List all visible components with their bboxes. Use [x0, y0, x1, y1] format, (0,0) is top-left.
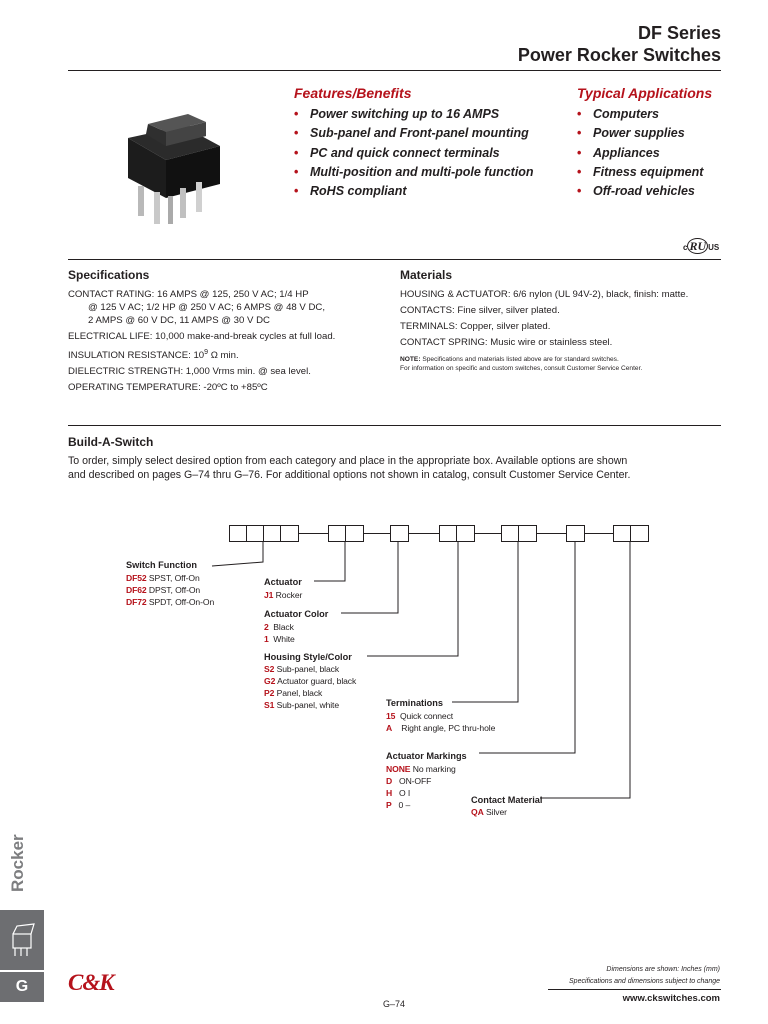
option-item: G2 Actuator guard, black	[264, 676, 357, 686]
specifications-body: CONTACT RATING: 16 AMPS @ 125, 250 V AC; 1/4 HP @ 125 V AC; 1/2 HP @ 250 V AC; 6 AMPS @ 48 V DC, 2 AMPS @ 60 V DC, 11 AMPS @ 30 V DC ELECTRICAL LIFE: 10,000 make-and-break cycles at full load. INSULATION RESISTANCE: $10^9$ Ω min. DIELECTRIC STRENGTH: 1,000 Vrms min. @ sea level. OPERATING TEMPERATURE: -20ºC to +85ºC	[68, 289, 336, 394]
actuator-label: Actuator	[264, 577, 302, 587]
feature-item: • Multi-position and multi-pole function	[294, 164, 534, 179]
housing-style-label: Housing Style/Color	[264, 652, 352, 662]
option-item: DF72 SPDT, Off-On-On	[126, 597, 215, 607]
footer-rule	[548, 989, 721, 990]
feature-item: • Sub-panel and Front-panel mounting	[294, 126, 529, 141]
rocker-switch-icon	[0, 910, 44, 970]
terminations-label: Terminations	[386, 698, 444, 708]
option-item: 2 Black	[264, 622, 294, 632]
switch-function-label: Switch Function	[126, 560, 197, 570]
application-item: • Off-road vehicles	[577, 184, 695, 199]
option-item: S2 Sub-panel, black	[264, 664, 340, 674]
actuator-color-label: Actuator Color	[264, 609, 329, 619]
option-item: DF62 DPST, Off-On	[126, 585, 201, 595]
page-number: G–74	[382, 999, 406, 1009]
dims-note: Dimensions are shown: Inches (mm)	[606, 966, 720, 973]
application-item: • Power supplies	[577, 126, 685, 141]
website-link[interactable]: www.ckswitches.com	[622, 993, 720, 1004]
build-heading: Build-A-Switch	[68, 435, 154, 449]
spec-note: Specifications and dimensions subject to change	[569, 978, 720, 985]
application-item: • Fitness equipment	[577, 164, 704, 179]
ck-logo: C&K	[68, 970, 114, 995]
section-tab: G	[0, 972, 44, 1002]
features-heading: Features/Benefits	[294, 85, 412, 101]
option-item: D ON-OFF	[386, 776, 432, 786]
rocker-side-tab: Rocker	[8, 834, 27, 892]
feature-item: • RoHS compliant	[294, 184, 407, 199]
applications-heading: Typical Applications	[577, 85, 713, 101]
option-item: 15 Quick connect	[386, 711, 454, 721]
ul-cert-icon: c RU US	[683, 239, 720, 253]
feature-item: • PC and quick connect terminals	[294, 145, 500, 160]
option-item: A Right angle, PC thru-hole	[386, 723, 496, 733]
option-item: P2 Panel, black	[264, 688, 323, 698]
series-title: DF Series	[637, 23, 721, 43]
materials-heading: Materials	[400, 268, 453, 282]
option-item: S1 Sub-panel, white	[264, 700, 340, 710]
application-item: • Computers	[577, 107, 659, 121]
build-instructions: To order, simply select desired option from each category and place in the appropriate box. Available options are shown and described on pages G–74 thru G–76. For additional options not shown in catalog, consult Customer Service Center.	[68, 455, 631, 481]
page-title: Power Rocker Switches	[517, 45, 721, 65]
feature-item: • Power switching up to 16 AMPS	[294, 107, 500, 121]
application-item: • Appliances	[577, 145, 660, 160]
contact-material-label: Contact Material	[471, 795, 543, 805]
option-item: H O I	[386, 788, 411, 798]
option-item: J1 Rocker	[264, 590, 303, 600]
specifications-heading: Specifications	[68, 268, 150, 282]
actuator-markings-label: Actuator Markings	[386, 751, 467, 761]
option-item: QA Silver	[471, 807, 507, 817]
option-item: 1 White	[264, 634, 295, 644]
materials-body: HOUSING & ACTUATOR: 6/6 nylon (UL 94V-2), black, finish: matte. CONTACTS: Fine silver, silver plated. TERMINALS: Copper, silver plated. CONTACT SPRING: Music wire or stainless steel. NOTE: Specifications and materials listed above are for standard switches. For information on specific and custom switches, consult Customer Service Center.	[400, 289, 689, 372]
option-item: DF52 SPST, Off-On	[126, 573, 200, 583]
option-item: P 0 –	[386, 800, 411, 810]
option-item: NONE No marking	[386, 764, 456, 774]
